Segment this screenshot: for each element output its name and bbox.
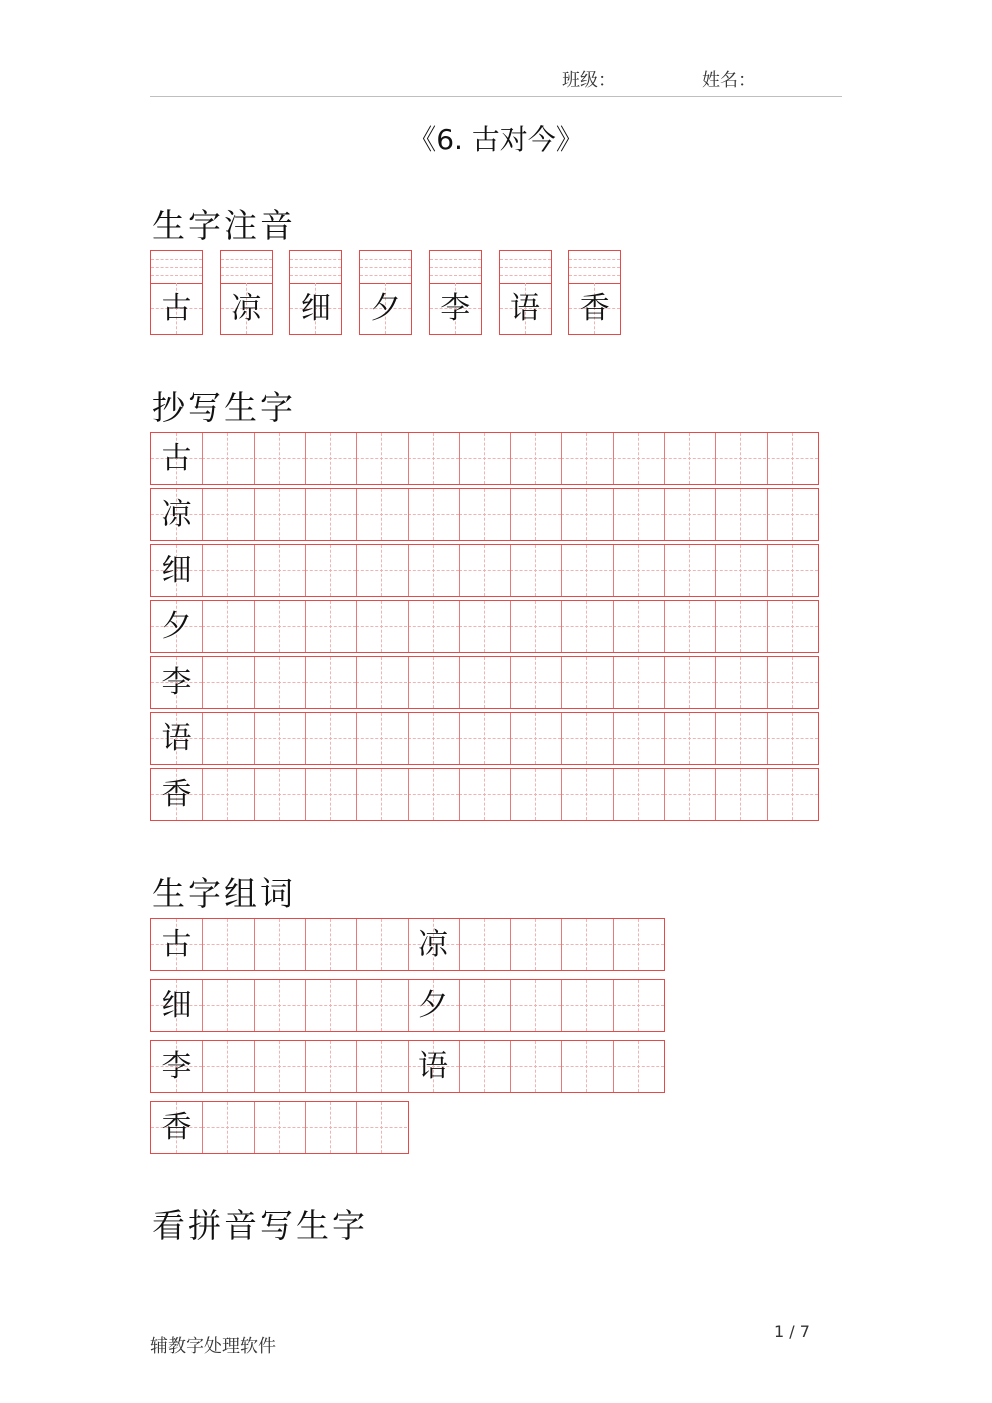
writing-cell[interactable] (767, 769, 818, 820)
writing-cell[interactable] (510, 919, 561, 970)
writing-cell[interactable] (202, 1041, 253, 1092)
writing-cell[interactable] (254, 769, 305, 820)
writing-cell[interactable] (459, 489, 510, 540)
writing-cell[interactable] (305, 769, 356, 820)
writing-cell[interactable] (305, 601, 356, 652)
page-number: 1 / 7 (774, 1322, 810, 1341)
pinyin-lines[interactable] (430, 251, 481, 284)
writing-cell[interactable] (254, 713, 305, 764)
writing-cell[interactable] (664, 713, 715, 764)
pinyin-lines[interactable] (221, 251, 272, 284)
writing-cell[interactable] (510, 433, 561, 484)
zhuyin-char: 古 (161, 291, 192, 326)
writing-cell[interactable] (613, 769, 664, 820)
pinyin-lines[interactable] (151, 251, 202, 284)
header-divider (150, 96, 842, 97)
grid-char: 凉 (161, 497, 192, 532)
grid-row[interactable] (150, 600, 819, 653)
writing-cell[interactable] (459, 919, 510, 970)
writing-cell[interactable] (356, 713, 407, 764)
zhuyin-char: 香 (579, 291, 610, 326)
writing-cell[interactable] (715, 433, 766, 484)
writing-cell[interactable] (664, 545, 715, 596)
writing-cell[interactable] (356, 657, 407, 708)
grid-row[interactable] (150, 488, 819, 541)
writing-cell[interactable] (356, 919, 407, 970)
writing-cell[interactable] (613, 657, 664, 708)
writing-cell[interactable] (715, 713, 766, 764)
grid-row[interactable] (150, 1040, 665, 1093)
section-title-zuci: 生字组词 (152, 874, 296, 913)
writing-cell[interactable] (715, 769, 766, 820)
grid-char: 语 (161, 721, 192, 756)
writing-cell[interactable] (613, 713, 664, 764)
writing-cell[interactable] (613, 601, 664, 652)
writing-cell[interactable] (664, 657, 715, 708)
writing-cell[interactable] (459, 601, 510, 652)
zhuyin-char: 语 (510, 291, 540, 326)
grid-char: 细 (161, 988, 192, 1023)
grid-char: 香 (161, 1110, 192, 1145)
writing-cell[interactable] (613, 1041, 664, 1092)
writing-cell[interactable] (459, 433, 510, 484)
writing-cell[interactable] (459, 713, 510, 764)
writing-cell[interactable] (202, 713, 253, 764)
writing-cell[interactable] (613, 545, 664, 596)
writing-cell[interactable] (202, 601, 253, 652)
writing-cell[interactable] (408, 433, 459, 484)
writing-cell[interactable] (254, 657, 305, 708)
zhuyin-box[interactable] (289, 250, 342, 335)
zhuyin-box[interactable] (568, 250, 621, 335)
grid-row[interactable] (150, 544, 819, 597)
pinyin-lines[interactable] (569, 251, 620, 284)
zhuyin-box[interactable] (220, 250, 273, 335)
writing-cell[interactable] (305, 919, 356, 970)
writing-cell[interactable] (254, 601, 305, 652)
grid-char: 古 (161, 927, 192, 962)
writing-cell[interactable] (305, 1102, 356, 1153)
writing-cell[interactable] (561, 657, 612, 708)
grid-char: 古 (161, 441, 192, 476)
writing-cell[interactable] (356, 433, 407, 484)
writing-cell[interactable] (408, 769, 459, 820)
pinyin-lines[interactable] (500, 251, 551, 284)
writing-cell[interactable] (356, 601, 407, 652)
writing-cell[interactable] (254, 919, 305, 970)
writing-cell[interactable] (254, 433, 305, 484)
class-label: 班级： (562, 70, 616, 91)
writing-cell[interactable] (715, 601, 766, 652)
writing-cell[interactable] (767, 545, 818, 596)
writing-cell[interactable] (202, 980, 253, 1031)
writing-cell[interactable] (305, 713, 356, 764)
writing-cell[interactable] (305, 657, 356, 708)
zhuyin-char: 夕 (370, 291, 401, 326)
writing-cell[interactable] (561, 489, 612, 540)
grid-char: 夕 (161, 609, 192, 644)
writing-cell[interactable] (510, 713, 561, 764)
grid-char: 李 (161, 665, 192, 700)
grid-char: 细 (161, 553, 192, 588)
writing-cell[interactable] (613, 433, 664, 484)
grid-row[interactable] (150, 768, 819, 821)
writing-cell[interactable] (202, 657, 253, 708)
writing-cell[interactable] (202, 769, 253, 820)
writing-cell[interactable] (356, 545, 407, 596)
writing-cell[interactable] (767, 433, 818, 484)
section-title-chaoxie: 抄写生字 (152, 388, 296, 427)
grid-char: 语 (418, 1049, 448, 1084)
zhuyin-char: 李 (440, 291, 471, 326)
writing-cell[interactable] (510, 980, 561, 1031)
writing-cell[interactable] (613, 489, 664, 540)
writing-cell[interactable] (202, 433, 253, 484)
writing-cell[interactable] (561, 980, 612, 1031)
writing-cell[interactable] (510, 769, 561, 820)
writing-cell[interactable] (613, 980, 664, 1031)
grid-char: 香 (161, 777, 192, 812)
writing-cell[interactable] (664, 489, 715, 540)
name-label: 姓名： (702, 70, 756, 91)
grid-row[interactable] (150, 979, 665, 1032)
writing-cell[interactable] (408, 489, 459, 540)
writing-cell[interactable] (561, 713, 612, 764)
writing-cell[interactable] (202, 1102, 253, 1153)
writing-cell[interactable] (664, 769, 715, 820)
writing-cell[interactable] (510, 601, 561, 652)
writing-cell[interactable] (715, 489, 766, 540)
grid-row[interactable] (150, 432, 819, 485)
grid-row[interactable] (150, 1101, 409, 1154)
grid-char: 凉 (418, 927, 448, 962)
writing-cell[interactable] (459, 769, 510, 820)
writing-cell[interactable] (356, 1041, 407, 1092)
writing-cell[interactable] (202, 919, 253, 970)
zhuyin-box[interactable] (150, 250, 203, 335)
grid-char: 夕 (418, 988, 448, 1023)
writing-cell[interactable] (459, 545, 510, 596)
writing-cell[interactable] (305, 433, 356, 484)
writing-cell[interactable] (254, 545, 305, 596)
writing-cell[interactable] (561, 545, 612, 596)
writing-cell[interactable] (305, 489, 356, 540)
zhuyin-char: 凉 (231, 291, 262, 326)
writing-cell[interactable] (561, 1041, 612, 1092)
writing-cell[interactable] (561, 433, 612, 484)
footer-software: 辅教字处理软件 (150, 1336, 276, 1357)
grid-char: 李 (161, 1049, 192, 1084)
writing-cell[interactable] (459, 1041, 510, 1092)
section-title-kanpinyin: 看拼音写生字 (152, 1206, 368, 1245)
writing-cell[interactable] (664, 601, 715, 652)
grid-row[interactable] (150, 712, 819, 765)
writing-cell[interactable] (767, 489, 818, 540)
writing-cell[interactable] (715, 545, 766, 596)
writing-cell[interactable] (510, 545, 561, 596)
pinyin-lines[interactable] (290, 251, 341, 284)
writing-cell[interactable] (715, 657, 766, 708)
writing-cell[interactable] (202, 489, 253, 540)
writing-cell[interactable] (767, 713, 818, 764)
writing-cell[interactable] (356, 980, 407, 1031)
writing-cell[interactable] (305, 1041, 356, 1092)
writing-cell[interactable] (561, 769, 612, 820)
writing-cell[interactable] (408, 657, 459, 708)
zhuyin-box[interactable] (359, 250, 412, 335)
writing-cell[interactable] (254, 980, 305, 1031)
writing-cell[interactable] (510, 657, 561, 708)
writing-cell[interactable] (767, 657, 818, 708)
writing-cell[interactable] (254, 489, 305, 540)
writing-cell[interactable] (305, 545, 356, 596)
writing-cell[interactable] (613, 919, 664, 970)
writing-cell[interactable] (254, 1041, 305, 1092)
writing-cell[interactable] (459, 980, 510, 1031)
writing-cell[interactable] (305, 980, 356, 1031)
grid-row[interactable] (150, 918, 665, 971)
writing-cell[interactable] (408, 713, 459, 764)
writing-cell[interactable] (254, 1102, 305, 1153)
writing-cell[interactable] (767, 601, 818, 652)
zhuyin-box[interactable] (429, 250, 482, 335)
zhuyin-char: 细 (300, 291, 331, 326)
section-title-zhuyin: 生字注音 (152, 206, 296, 245)
writing-cell[interactable] (664, 433, 715, 484)
writing-cell[interactable] (356, 489, 407, 540)
writing-cell[interactable] (510, 489, 561, 540)
zhuyin-box[interactable] (499, 250, 552, 335)
pinyin-lines[interactable] (360, 251, 411, 284)
writing-cell[interactable] (408, 545, 459, 596)
writing-cell[interactable] (408, 601, 459, 652)
page-title: 《6. 古对今》 (408, 123, 584, 156)
writing-cell[interactable] (356, 769, 407, 820)
writing-cell[interactable] (561, 601, 612, 652)
writing-cell[interactable] (510, 1041, 561, 1092)
writing-cell[interactable] (561, 919, 612, 970)
writing-cell[interactable] (356, 1102, 407, 1153)
writing-cell[interactable] (459, 657, 510, 708)
writing-cell[interactable] (202, 545, 253, 596)
grid-row[interactable] (150, 656, 819, 709)
